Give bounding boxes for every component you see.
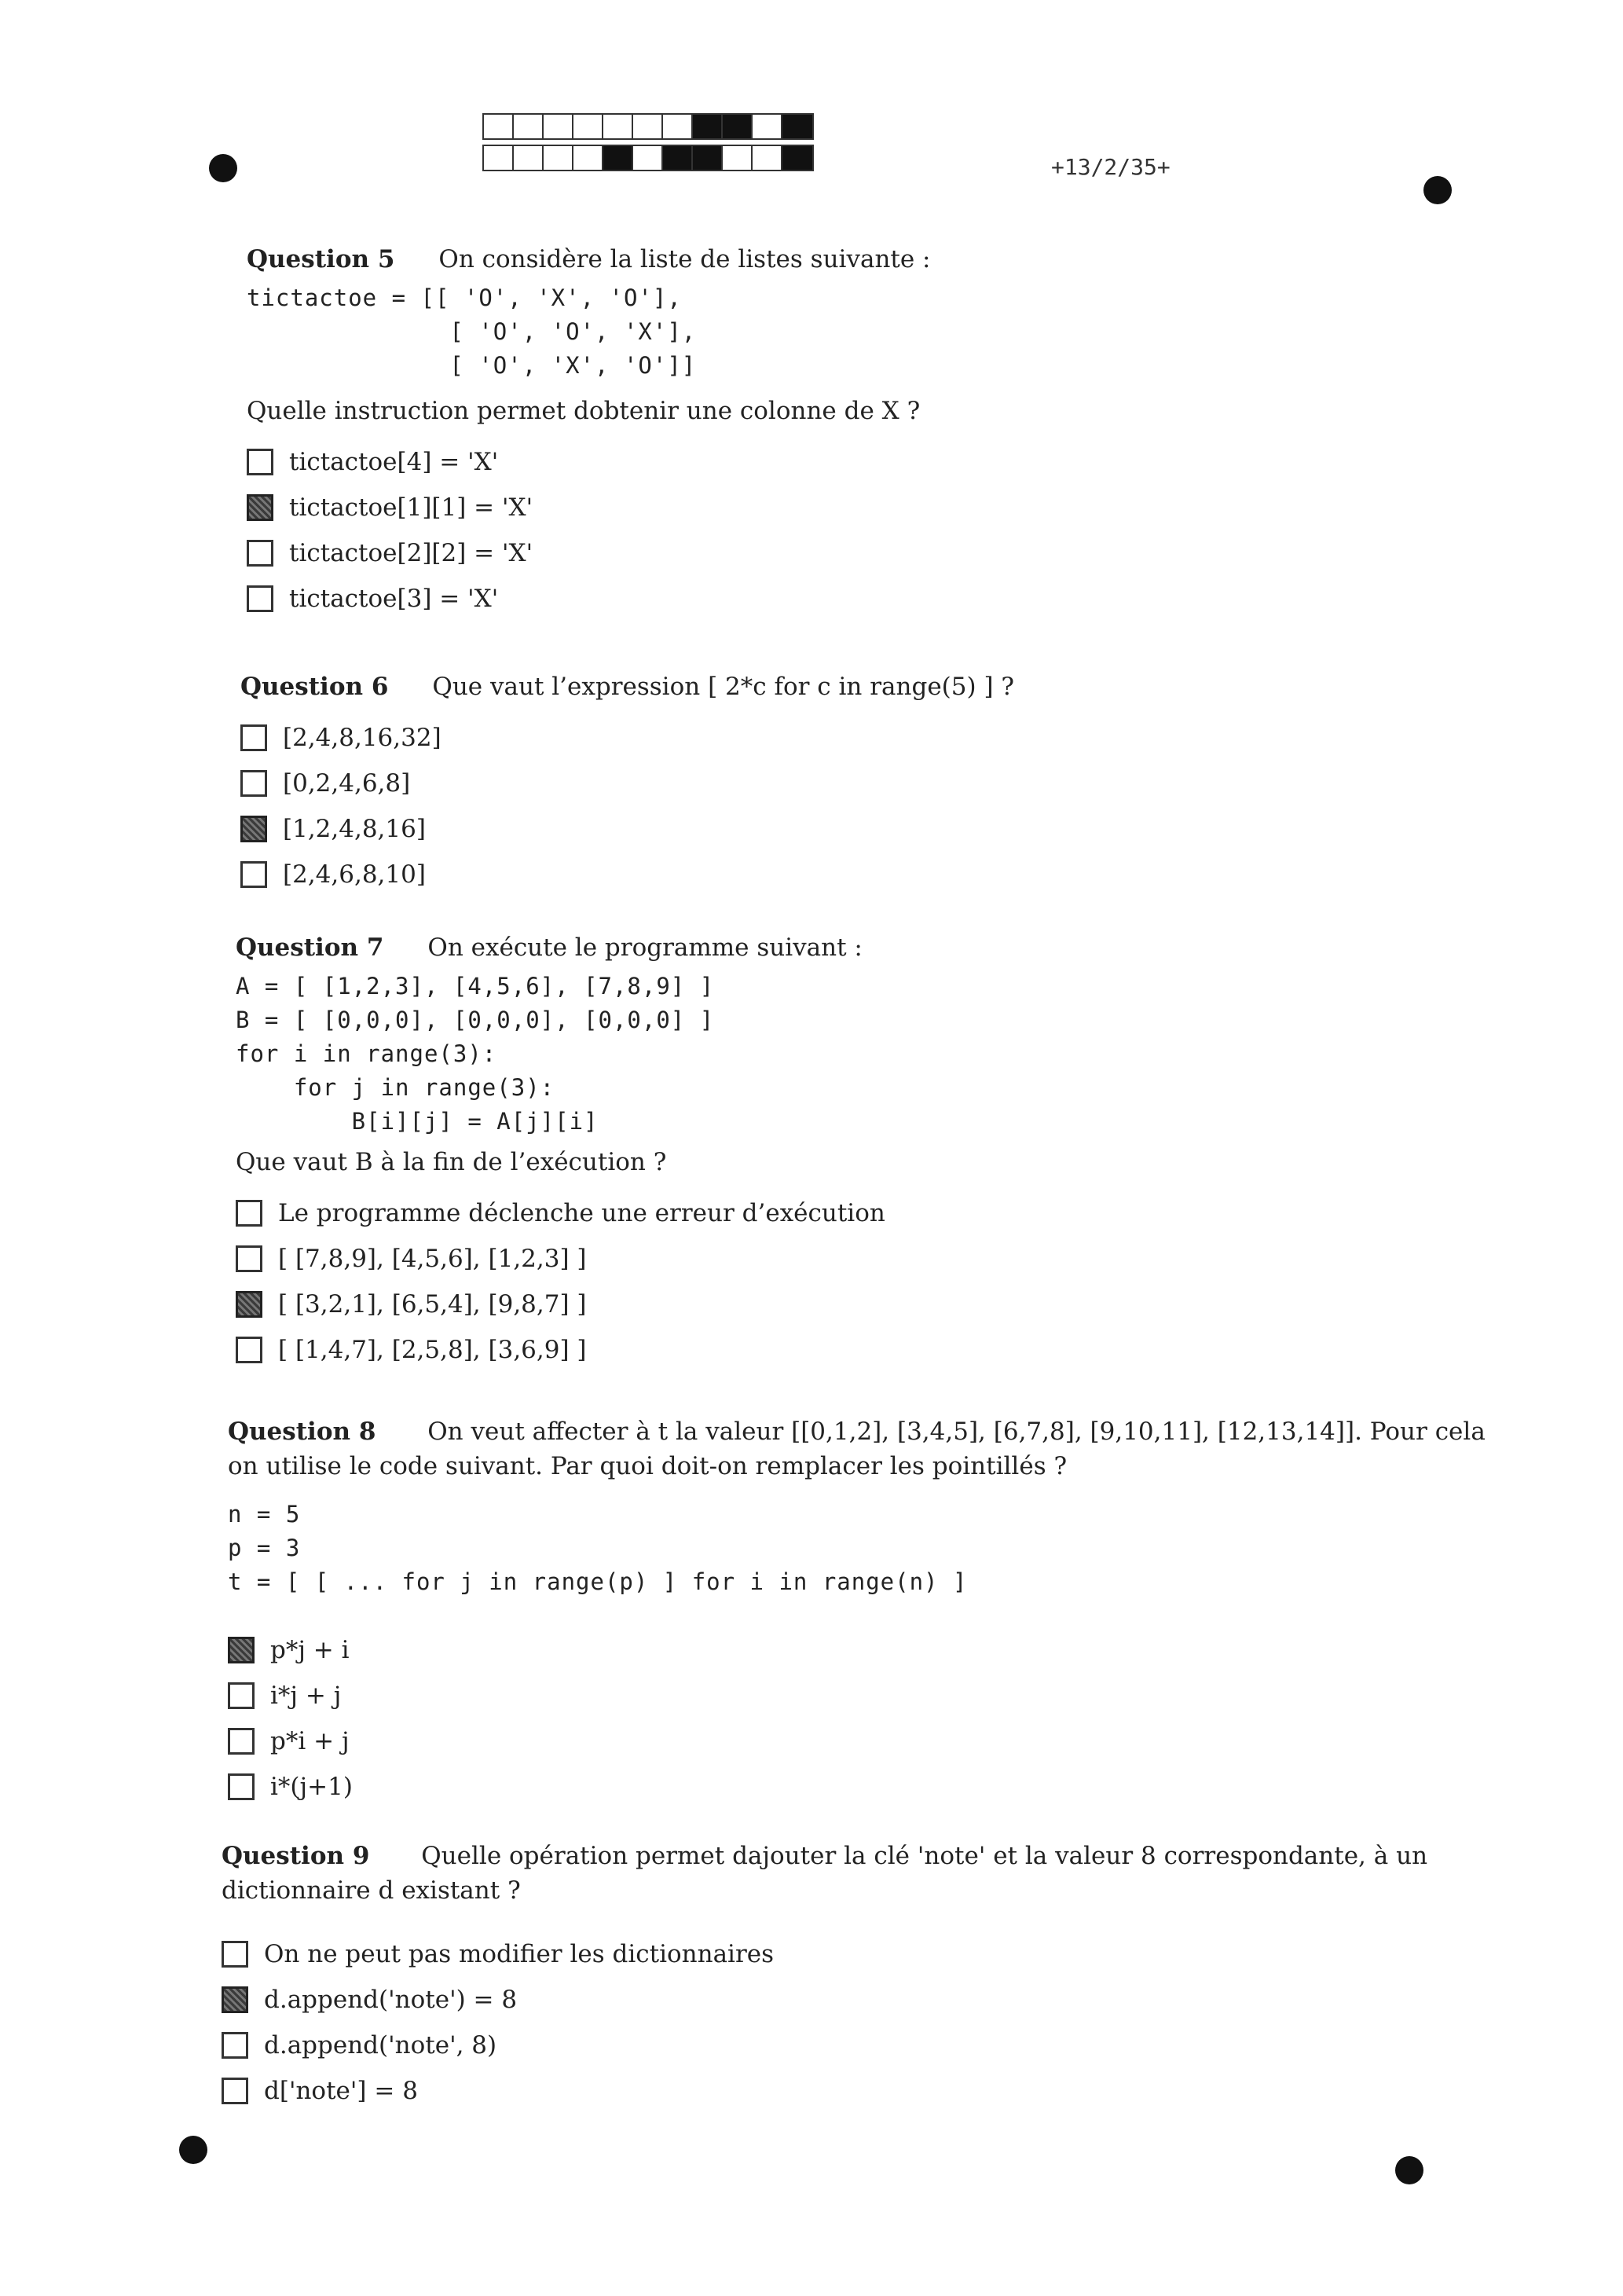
barcode-cell bbox=[663, 115, 693, 138]
barcode-row-2 bbox=[482, 145, 814, 171]
choice-item[interactable] bbox=[236, 1236, 885, 1282]
barcode-cell bbox=[782, 146, 812, 170]
checkbox[interactable] bbox=[236, 1291, 262, 1318]
barcode-cell bbox=[753, 146, 782, 170]
choice-list bbox=[222, 1931, 1510, 2114]
question-followup: Que vaut B à la fin de l’exécution ? bbox=[236, 1148, 667, 1176]
checkbox[interactable] bbox=[222, 1941, 248, 1968]
choice-label: [ [1,4,7], [2,5,8], [3,6,9] ] bbox=[278, 1336, 587, 1364]
barcode-cell bbox=[484, 146, 514, 170]
question-prompt: On considère la liste de listes suivante : bbox=[438, 245, 931, 273]
barcode-cell bbox=[723, 115, 753, 138]
checkbox[interactable] bbox=[240, 724, 267, 751]
choice-item[interactable] bbox=[247, 439, 931, 485]
barcode-cell bbox=[633, 115, 663, 138]
choice-item[interactable] bbox=[228, 1718, 1516, 1764]
choice-item[interactable] bbox=[240, 806, 1014, 852]
checkbox[interactable] bbox=[222, 2078, 248, 2104]
question-8 bbox=[228, 1414, 1516, 1810]
checkbox[interactable] bbox=[228, 1728, 255, 1755]
checkbox[interactable] bbox=[247, 585, 273, 612]
checkbox[interactable] bbox=[247, 540, 273, 567]
choice-label: tictactoe[1][1] = 'X' bbox=[289, 493, 533, 522]
choice-label: [2,4,8,16,32] bbox=[283, 724, 441, 752]
choice-item[interactable] bbox=[247, 576, 931, 622]
choice-item[interactable] bbox=[236, 1190, 885, 1236]
choice-list bbox=[247, 439, 931, 622]
question-5 bbox=[247, 242, 931, 622]
barcode-cell bbox=[693, 146, 723, 170]
choice-item[interactable] bbox=[222, 1931, 1510, 1977]
barcode-cell bbox=[544, 115, 573, 138]
choice-item[interactable] bbox=[240, 852, 1014, 897]
choice-label: d.append('note', 8) bbox=[264, 2031, 497, 2059]
choice-label: [0,2,4,6,8] bbox=[283, 769, 411, 798]
choice-item[interactable] bbox=[222, 2068, 1510, 2114]
choice-item[interactable] bbox=[236, 1327, 885, 1373]
barcode-cell bbox=[544, 146, 573, 170]
question-prompt: On exécute le programme suivant : bbox=[427, 933, 863, 962]
question-9 bbox=[222, 1839, 1510, 2114]
barcode-cell bbox=[753, 115, 782, 138]
question-title: Question 6 bbox=[240, 673, 389, 701]
registration-mark-bottom-right bbox=[1395, 2156, 1423, 2184]
question-prompt: On veut affecter à t la valeur [[0,1,2], [3,4,5], [6,7,8], [9,10,11], [12,13,14]]. Pour cela on utilise le code suivant. Par quoi doit-on remplacer les pointillés ? bbox=[228, 1418, 1486, 1480]
barcode-cell bbox=[633, 146, 663, 170]
choice-item[interactable] bbox=[228, 1673, 1516, 1718]
barcode-cell bbox=[573, 115, 603, 138]
barcode-cell bbox=[484, 115, 514, 138]
question-title: Question 7 bbox=[236, 933, 384, 962]
checkbox[interactable] bbox=[240, 770, 267, 797]
checkbox[interactable] bbox=[228, 1637, 255, 1663]
choice-list bbox=[236, 1190, 885, 1373]
barcode-cell bbox=[782, 115, 812, 138]
checkbox[interactable] bbox=[236, 1245, 262, 1272]
page-id: +13/2/35+ bbox=[1051, 154, 1171, 180]
choice-label: [ [3,2,1], [6,5,4], [9,8,7] ] bbox=[278, 1290, 587, 1319]
code-block: n = 5 p = 3 t = [ [ ... for j in range(p) ] for i in range(n) ] bbox=[228, 1501, 968, 1595]
checkbox[interactable] bbox=[247, 449, 273, 475]
choice-label: i*(j+1) bbox=[270, 1773, 353, 1801]
question-title: Question 9 bbox=[222, 1842, 370, 1870]
checkbox[interactable] bbox=[247, 494, 273, 521]
choice-item[interactable] bbox=[240, 715, 1014, 761]
question-title: Question 5 bbox=[247, 245, 395, 273]
choice-label: d.append('note') = 8 bbox=[264, 1986, 518, 2014]
question-title: Question 8 bbox=[228, 1418, 376, 1446]
choice-item[interactable] bbox=[247, 485, 931, 530]
choice-label: tictactoe[4] = 'X' bbox=[289, 448, 499, 476]
choice-list bbox=[228, 1627, 1516, 1810]
choice-label: [2,4,6,8,10] bbox=[283, 860, 426, 889]
checkbox[interactable] bbox=[222, 1986, 248, 2013]
checkbox[interactable] bbox=[236, 1200, 262, 1227]
choice-item[interactable] bbox=[240, 761, 1014, 806]
question-prompt: Quelle opération permet dajouter la clé 'note' et la valeur 8 correspondante, à un dictionnaire d existant ? bbox=[222, 1842, 1428, 1905]
barcode-cell bbox=[514, 146, 544, 170]
choice-label: p*j + i bbox=[270, 1636, 350, 1664]
choice-label: tictactoe[3] = 'X' bbox=[289, 585, 499, 613]
choice-label: d['note'] = 8 bbox=[264, 2077, 418, 2105]
barcode-cell bbox=[603, 115, 633, 138]
checkbox[interactable] bbox=[240, 861, 267, 888]
question-6 bbox=[240, 669, 1014, 897]
choice-item[interactable] bbox=[222, 2023, 1510, 2068]
choice-item[interactable] bbox=[228, 1764, 1516, 1810]
choice-item[interactable] bbox=[247, 530, 931, 576]
choice-label: [ [7,8,9], [4,5,6], [1,2,3] ] bbox=[278, 1245, 587, 1273]
checkbox[interactable] bbox=[236, 1337, 262, 1363]
question-followup: Quelle instruction permet dobtenir une colonne de X ? bbox=[247, 397, 921, 425]
checkbox[interactable] bbox=[228, 1682, 255, 1709]
barcode-row-1 bbox=[482, 113, 814, 140]
choice-label: tictactoe[2][2] = 'X' bbox=[289, 539, 533, 567]
choice-item[interactable] bbox=[228, 1627, 1516, 1673]
barcode-cell bbox=[693, 115, 723, 138]
checkbox[interactable] bbox=[228, 1773, 255, 1800]
choice-item[interactable] bbox=[236, 1282, 885, 1327]
registration-mark-top-right bbox=[1423, 176, 1452, 204]
choice-label: On ne peut pas modifier les dictionnaires bbox=[264, 1940, 775, 1968]
registration-mark-top-left bbox=[209, 154, 237, 182]
choice-label: Le programme déclenche une erreur d’exécution bbox=[278, 1199, 885, 1227]
choice-label: i*j + j bbox=[270, 1682, 342, 1710]
barcode-cell bbox=[573, 146, 603, 170]
barcode-cell bbox=[723, 146, 753, 170]
question-prompt: Que vaut l’expression [ 2*c for c in range(5) ] ? bbox=[432, 673, 1015, 701]
registration-mark-bottom-left bbox=[179, 2136, 207, 2164]
choice-label: p*i + j bbox=[270, 1727, 350, 1755]
barcode-cell bbox=[514, 115, 544, 138]
choice-label: [1,2,4,8,16] bbox=[283, 815, 426, 843]
checkbox[interactable] bbox=[240, 816, 267, 842]
choice-list bbox=[240, 715, 1014, 897]
code-block: tictactoe = [[ 'O', 'X', 'O'], [ 'O', 'O', 'X'], [ 'O', 'X', 'O']] bbox=[247, 284, 697, 379]
barcode-cell bbox=[663, 146, 693, 170]
question-7 bbox=[236, 930, 885, 1373]
checkbox[interactable] bbox=[222, 2032, 248, 2059]
barcode-cell bbox=[603, 146, 633, 170]
choice-item[interactable] bbox=[222, 1977, 1510, 2023]
code-block: A = [ [1,2,3], [4,5,6], [7,8,9] ] B = [ [0,0,0], [0,0,0], [0,0,0] ] for i in range(3): for j in range(3): B[i][j] = A[j][i] bbox=[236, 973, 715, 1135]
